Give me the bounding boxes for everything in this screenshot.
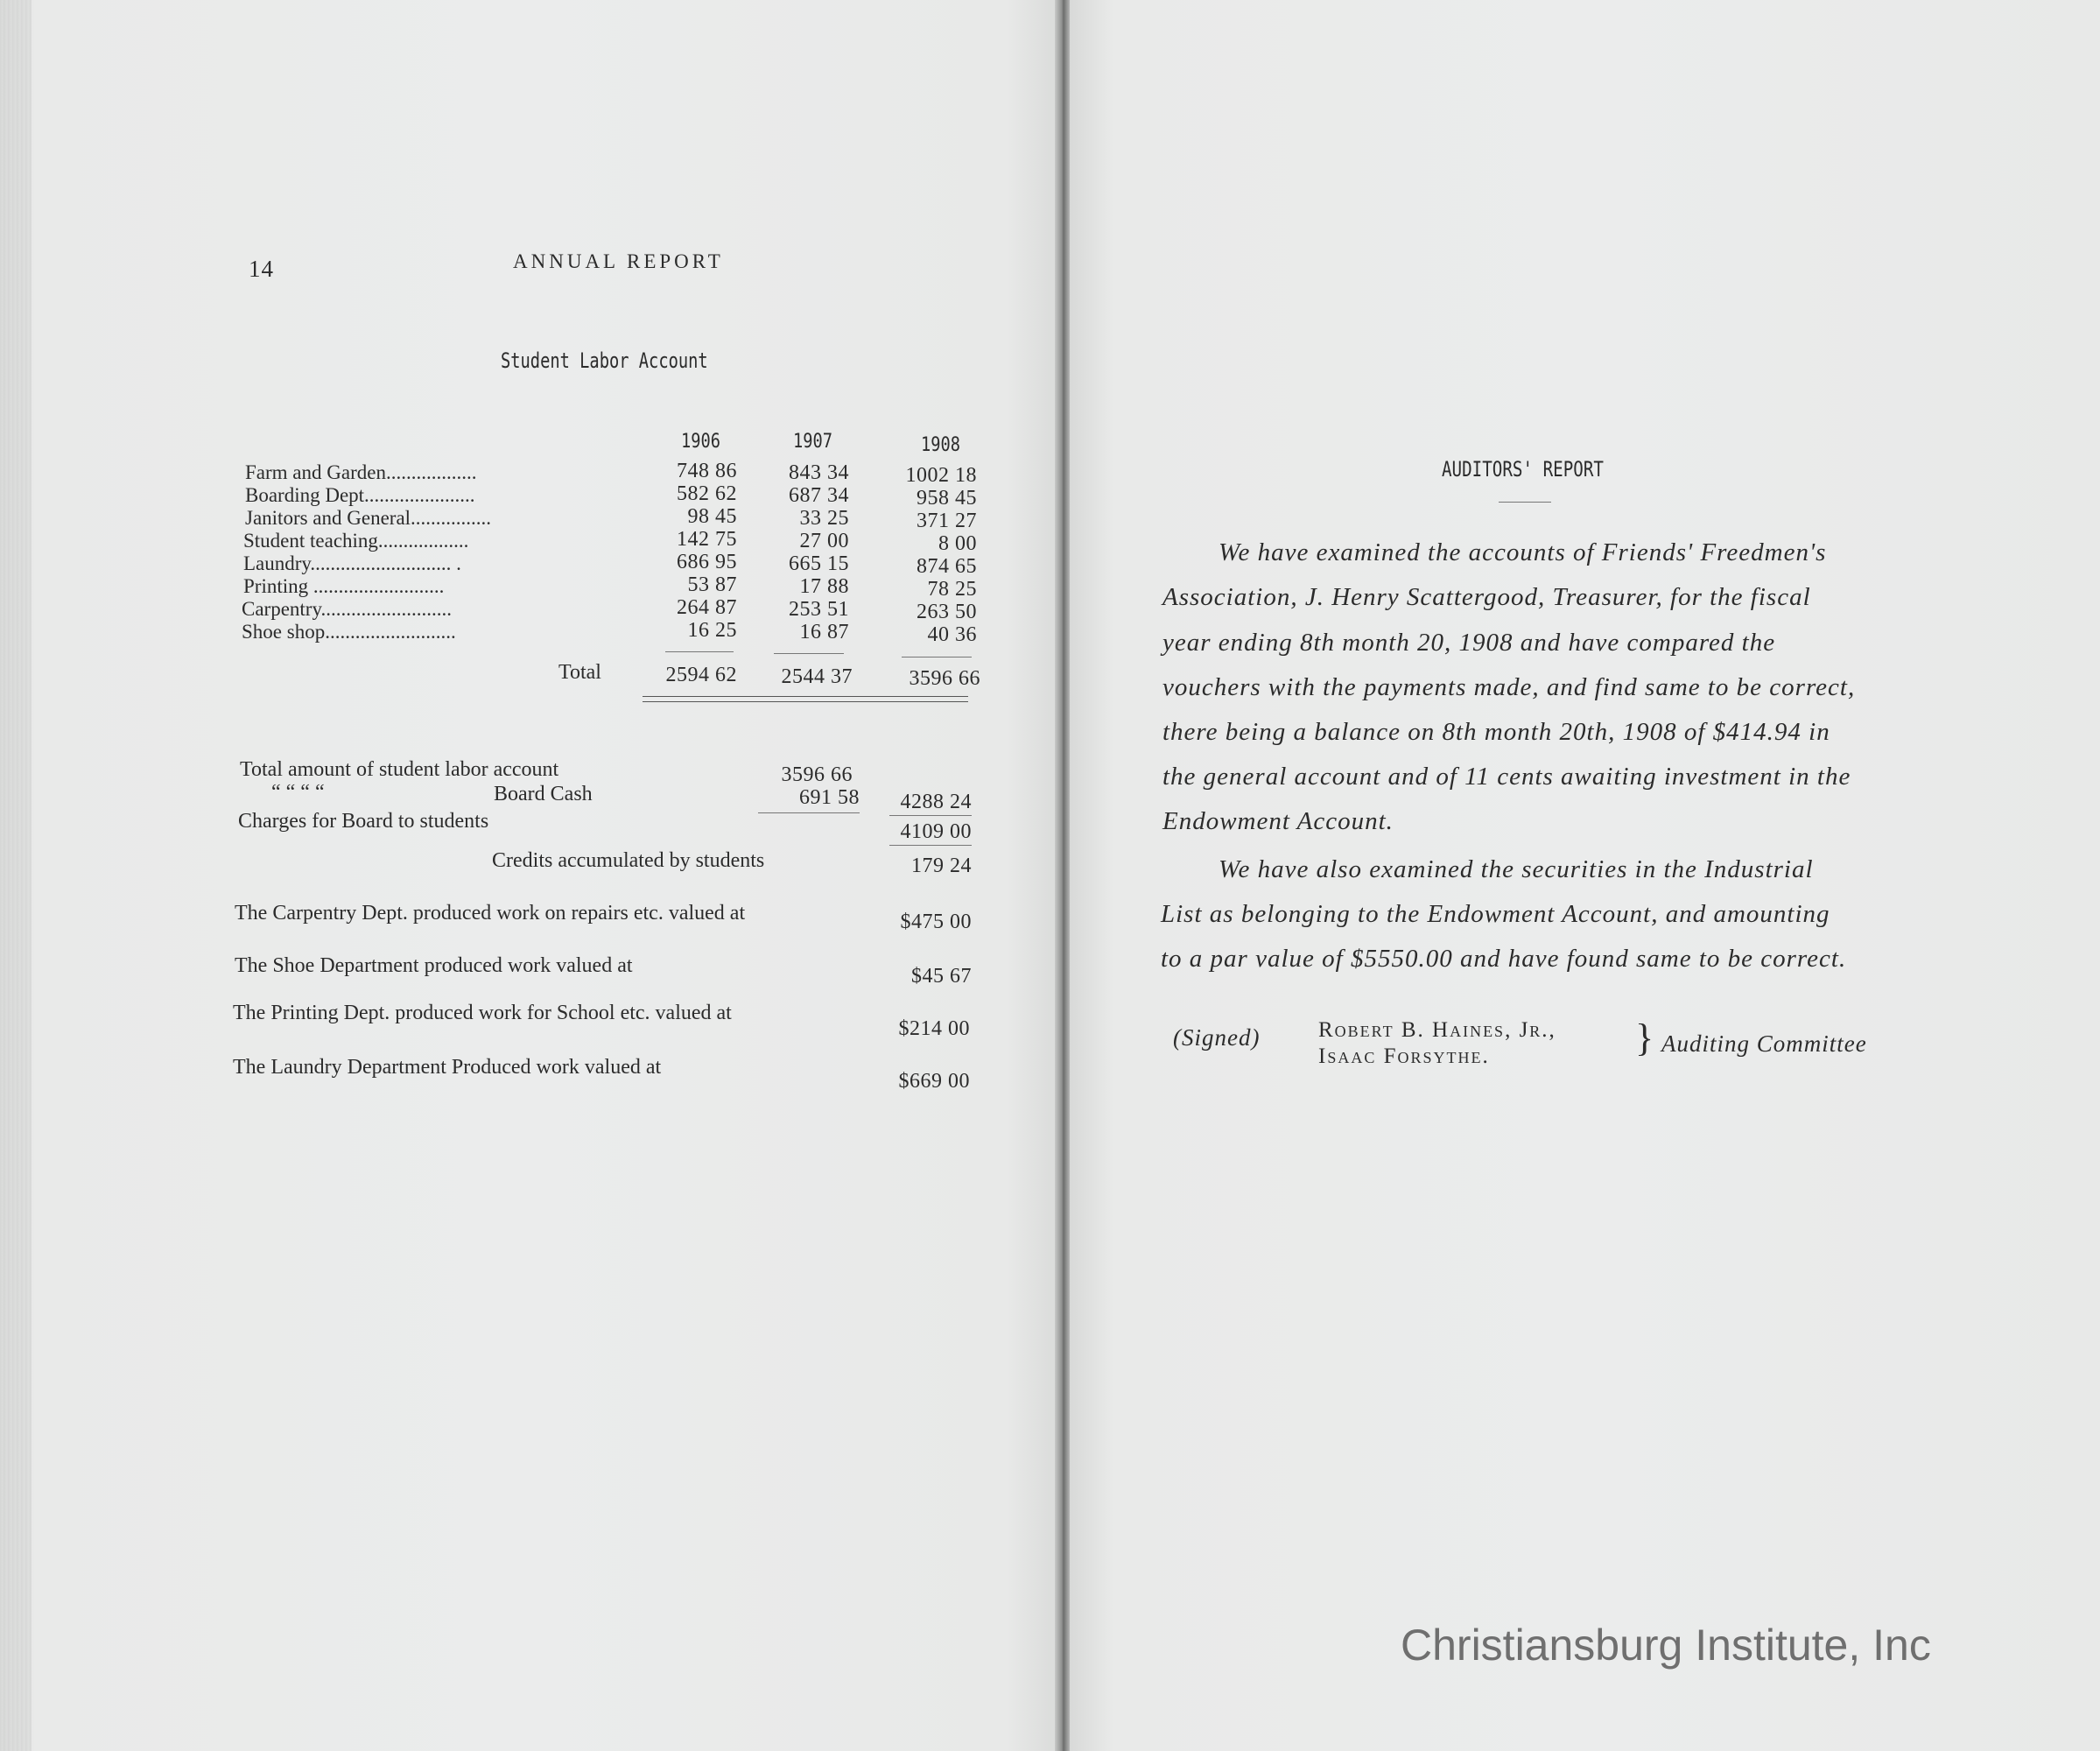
column-rule bbox=[774, 653, 844, 654]
total-1908: 3596 66 bbox=[909, 667, 980, 690]
para-line: the general account and of 11 cents awaiting investment in the bbox=[1162, 763, 1851, 791]
watermark: Christiansburg Institute, Inc bbox=[1401, 1621, 1931, 1670]
year-1908: 1908 bbox=[921, 434, 961, 456]
signer-haines: Robert B. Haines, Jr., bbox=[1318, 1018, 1556, 1042]
row-label: Shoe shop.......................... bbox=[242, 621, 456, 643]
produced-value-shoe: $45 67 bbox=[911, 965, 972, 988]
cell-1906: 264 87 bbox=[677, 596, 737, 619]
page-edge bbox=[0, 0, 32, 1751]
para-line: List as belonging to the Endowment Account, and amounting bbox=[1161, 900, 1830, 928]
title-rule bbox=[1499, 502, 1551, 503]
para-line: there being a balance on 8th month 20th, 1908 of $414.94 in bbox=[1162, 718, 1830, 746]
committee-label: Auditing Committee bbox=[1661, 1030, 1867, 1057]
cell-1908: 78 25 bbox=[927, 578, 977, 601]
total-double-rule bbox=[643, 696, 968, 697]
summary-line1-label: Total amount of student labor account bbox=[240, 758, 559, 781]
right-page bbox=[1070, 0, 2100, 1751]
para-line: to a par value of $5550.00 and have found same to be correct. bbox=[1161, 945, 1847, 973]
row-label: Farm and Garden.................. bbox=[245, 461, 477, 483]
para-line: We have also examined the securities in the Industrial bbox=[1219, 855, 1814, 883]
produced-value-printing: $214 00 bbox=[898, 1017, 970, 1040]
year-1906: 1906 bbox=[681, 431, 721, 453]
cell-1906: 686 95 bbox=[677, 551, 737, 573]
total-1907: 2544 37 bbox=[781, 665, 853, 688]
cell-1908: 958 45 bbox=[917, 487, 977, 510]
column-rule bbox=[665, 651, 734, 652]
book-gutter bbox=[1055, 0, 1071, 1751]
brace-icon: } bbox=[1635, 1016, 1654, 1059]
summary-line3-label: Charges for Board to students bbox=[238, 810, 489, 833]
cell-1907: 843 34 bbox=[789, 461, 849, 484]
summary-line3-value: 4109 00 bbox=[900, 820, 972, 843]
cell-1906: 53 87 bbox=[687, 573, 737, 596]
para-line: We have examined the accounts of Friends' Freedmen's bbox=[1219, 538, 1827, 566]
cell-1908: 8 00 bbox=[938, 532, 977, 555]
signed-label: (Signed) bbox=[1173, 1024, 1261, 1051]
signer-forsythe: Isaac Forsythe. bbox=[1318, 1044, 1490, 1068]
summary-rule bbox=[889, 845, 972, 846]
summary-rule bbox=[758, 812, 860, 813]
summary-rule bbox=[889, 815, 972, 816]
row-label: Carpentry.......................... bbox=[242, 598, 452, 620]
column-rule bbox=[902, 657, 972, 658]
para-line: vouchers with the payments made, and find same to be correct, bbox=[1162, 673, 1856, 701]
cell-1906: 16 25 bbox=[687, 619, 737, 642]
summary-line4-value: 179 24 bbox=[911, 854, 972, 877]
total-label: Total bbox=[558, 661, 601, 684]
para-line: year ending 8th month 20, 1908 and have compared the bbox=[1162, 629, 1776, 657]
cell-1907: 17 88 bbox=[799, 575, 849, 598]
cell-1906: 98 45 bbox=[687, 505, 737, 528]
para-line: Endowment Account. bbox=[1162, 807, 1394, 835]
auditors-report-title: AUDITORS' REPORT bbox=[1442, 457, 1604, 482]
cell-1908: 874 65 bbox=[917, 555, 977, 578]
summary-line2-label: Board Cash bbox=[494, 783, 593, 805]
produced-value-carpentry: $475 00 bbox=[900, 911, 972, 933]
row-label: Student teaching.................. bbox=[243, 530, 469, 552]
row-label: Printing .......................... bbox=[243, 575, 445, 597]
produced-line-carpentry: The Carpentry Dept. produced work on repairs etc. valued at bbox=[235, 902, 746, 925]
year-1907: 1907 bbox=[793, 431, 833, 453]
produced-value-laundry: $669 00 bbox=[898, 1070, 970, 1093]
produced-line-shoe: The Shoe Department produced work valued at bbox=[235, 954, 633, 977]
cell-1906: 582 62 bbox=[677, 482, 737, 505]
summary-line1-value: 3596 66 bbox=[781, 763, 853, 786]
cell-1908: 40 36 bbox=[927, 623, 977, 646]
summary-line4-label: Credits accumulated by students bbox=[492, 849, 765, 872]
cell-1908: 1002 18 bbox=[905, 464, 977, 487]
cell-1907: 665 15 bbox=[789, 552, 849, 575]
produced-line-printing: The Printing Dept. produced work for School etc. valued at bbox=[233, 1002, 732, 1024]
section-title: Student Labor Account bbox=[501, 348, 708, 373]
cell-1907: 253 51 bbox=[789, 598, 849, 621]
running-head: ANNUAL REPORT bbox=[513, 250, 724, 272]
cell-1906: 748 86 bbox=[677, 460, 737, 482]
total-1906: 2594 62 bbox=[665, 664, 737, 686]
summary-line2-value: 691 58 bbox=[799, 786, 860, 809]
para-line: Association, J. Henry Scattergood, Treasurer, for the fiscal bbox=[1162, 583, 1811, 611]
page-number: 14 bbox=[249, 256, 274, 282]
cell-1906: 142 75 bbox=[677, 528, 737, 551]
total-double-rule bbox=[643, 701, 968, 702]
cell-1908: 371 27 bbox=[917, 510, 977, 532]
row-label: Boarding Dept...................... bbox=[245, 484, 475, 506]
cell-1907: 27 00 bbox=[799, 530, 849, 552]
produced-line-laundry: The Laundry Department Produced work valued at bbox=[233, 1056, 662, 1079]
row-label: Laundry............................ . bbox=[243, 552, 461, 574]
cell-1907: 16 87 bbox=[799, 621, 849, 643]
ditto-marks: “ “ “ “ bbox=[271, 781, 325, 804]
row-label: Janitors and General................ bbox=[245, 507, 492, 529]
cell-1908: 263 50 bbox=[917, 601, 977, 623]
cell-1907: 33 25 bbox=[799, 507, 849, 530]
summary-line2-total: 4288 24 bbox=[900, 791, 972, 813]
cell-1907: 687 34 bbox=[789, 484, 849, 507]
